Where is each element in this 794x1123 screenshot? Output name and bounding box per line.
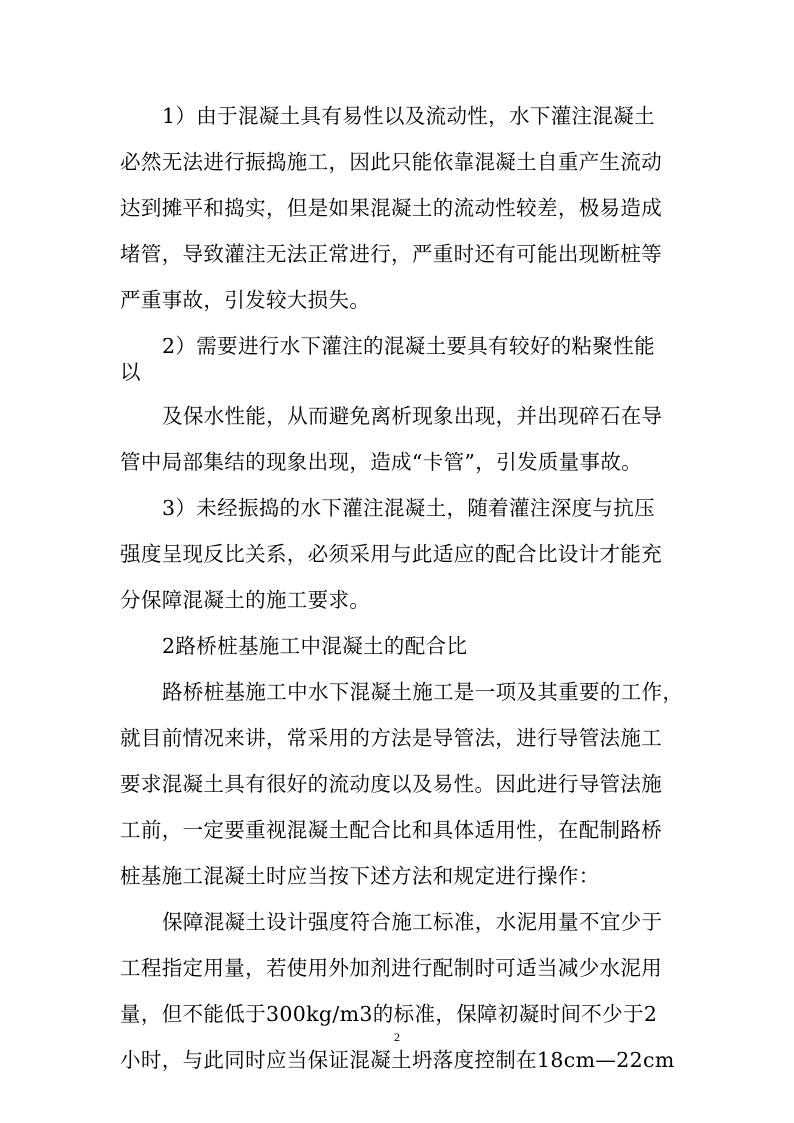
paragraph-line: 路桥桩基施工中水下混凝土施工是一项及其重要的工作， bbox=[162, 680, 684, 704]
paragraph-line: 强度呈现反比关系，必须采用与此适应的配合比设计才能充 bbox=[120, 542, 663, 566]
paragraph-line: 分保障混凝土的施工要求。 bbox=[120, 588, 371, 612]
paragraph-line: 达到摊平和捣实，但是如果混凝土的流动性较差，极易造成 bbox=[120, 196, 663, 220]
paragraph-line: 要求混凝土具有很好的流动度以及易性。因此进行导管法施 bbox=[120, 772, 663, 796]
section-heading: 2路桥桩基施工中混凝土的配合比 bbox=[162, 634, 468, 658]
paragraph-line: 必然无法进行振捣施工，因此只能依靠混凝土自重产生流动 bbox=[120, 150, 663, 174]
paragraph-line: 桩基施工混凝土时应当按下述方法和规定进行操作： bbox=[120, 864, 600, 888]
paragraph-line: 2）需要进行水下灌注的混凝土要具有较好的粘聚性能 bbox=[162, 334, 655, 358]
paragraph-line: 严重事故，引发较大损失。 bbox=[120, 288, 371, 312]
paragraph-line: 及保水性能，从而避免离析现象出现，并出现碎石在导 bbox=[162, 404, 663, 428]
page-number: 2 bbox=[394, 1030, 400, 1044]
paragraph-line: 3）未经振捣的水下灌注混凝土，随着灌注深度与抗压 bbox=[162, 496, 655, 520]
paragraph-line: 工程指定用量，若使用外加剂进行配制时可适当减少水泥用 bbox=[120, 956, 663, 980]
paragraph-line: 保障混凝土设计强度符合施工标准，水泥用量不宜少于 bbox=[162, 910, 663, 934]
paragraph-line: 以 bbox=[120, 360, 141, 384]
paragraph-line: 堵管，导致灌注无法正常进行，严重时还有可能出现断桩等 bbox=[120, 242, 663, 266]
paragraph-line: 工前，一定要重视混凝土配合比和具体适用性，在配制路桥 bbox=[120, 818, 663, 842]
paragraph-line: 管中局部集结的现象出现，造成“卡管”，引发质量事故。 bbox=[120, 450, 643, 474]
paragraph-line: 就目前情况来讲，常采用的方法是导管法，进行导管法施工 bbox=[120, 726, 663, 750]
paragraph-line: 小时，与此同时应当保证混凝土坍落度控制在18cm—22cm bbox=[120, 1048, 675, 1072]
paragraph-line: 量，但不能低于300kg/m3的标准，保障初凝时间不少于2 bbox=[120, 1002, 658, 1026]
paragraph-line: 1）由于混凝土具有易性以及流动性，水下灌注混凝土 bbox=[162, 104, 655, 128]
